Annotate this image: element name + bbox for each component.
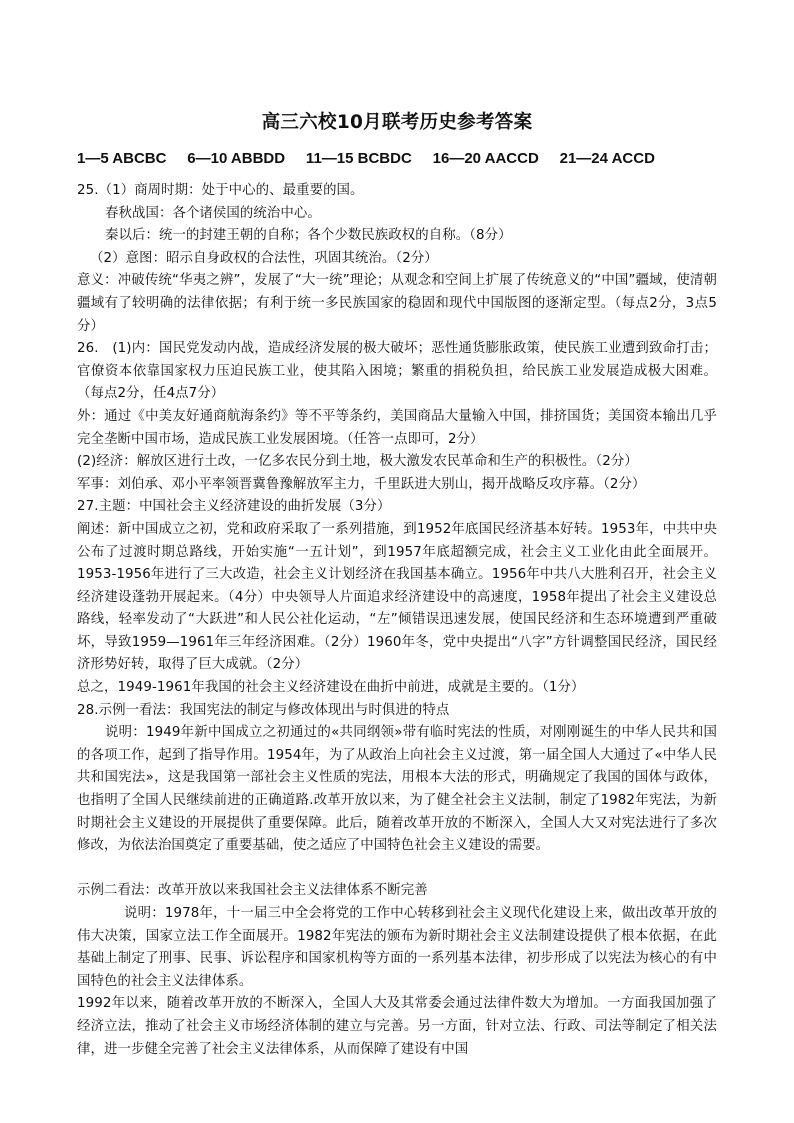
answer-body — [77, 180, 717, 1061]
multiple-choice-answers: 1—5 ABCBC 6—10 ABBDD 11—15 BCBDC 16—20 AACCD 21—24 ACCD — [77, 150, 655, 167]
q28-example2-explanation: 说明：1978年，十一届三中全会将党的工作中心转移到社会主义现代化建设上来，做出改革开放的伟大决策，国家立法工作全面展开。1982年宪法的颁布为新时期社会主义法制建设提供了根本依据，在此基础上制定了刑事、民事、诉讼程序和国家机构等方面的一系列基本法律，初步形成了以宪法为核心的有中国特色的社会主义法律体系。 — [77, 906, 717, 989]
q25-part2-significance: 意义：冲破传统“华夷之辨”，发展了“大一统”理论；从观念和空间上扩展了传统意义的“中国”疆域，使清朝疆域有了较明确的法律依据；有利于统一多民族国家的稳固和现代中国版图的逐渐定型。（每点2分，3点5分） — [77, 273, 717, 334]
q26-part1-external: 外：通过《中美友好通商航海条约》等不平等条约，美国商品大量输入中国，排挤国货；美国资本输出几乎完全垄断中国市场，造成民族工业发展困境。（任答一点即可，2分） — [77, 408, 717, 447]
q28-example1-view: 28.示例一看法：我国宪法的制定与修改体现出与时俱进的特点 — [77, 702, 450, 718]
q26-part2-military: 军事：刘伯承、邓小平率领晋冀鲁豫解放军主力，千里跃进大别山，揭开战略反攻序幕。（2分） — [77, 476, 646, 492]
q27-conclusion: 总之，1949-1961年我国的社会主义经济建设在曲折中前进，成就是主要的。（1分） — [77, 680, 585, 696]
q25-part1-chunqiu: 春秋战国：各个诸侯国的统治中心。 — [105, 205, 321, 221]
q25-part2-intent: （2）意图：昭示自身政权的合法性，巩固其统治。（2分） — [90, 250, 438, 266]
q28-example1-explanation: 说明：1949年新中国成立之初通过的«共同纲领»带有临时宪法的性质，对刚刚诞生的中华人民共和国的各项工作，起到了指导作用。1954年，为了从政治上向社会主义过渡，第一届全国人大通过了«中华人民共和国宪法»，这是我国第一部社会主义性质的宪法，用根本大法的形式，明确规定了我国的国体与政体，也指明了全国人民继续前进的正确道路.改革开放以来，为了健全社会主义法制，制定了1982年宪法，为新时期社会主义建设的开展提供了重要保障。此后，随着改革开放的不断深入，全国人大又对宪法进行了多次修改，为依法治国奠定了重要基础，使之适应了中国特色社会主义建设的需要。 — [77, 725, 717, 854]
q26-part1-internal: 26. (1)内：国民党发动内战，造成经济发展的极大破坏；恶性通货膨胀政策，使民族工业遭到致命打击；官僚资本依靠国家权力压迫民族工业，使其陷入困境；繁重的捐税负担，给民族工业发展造成极大困难。（每点2分，任4点7分） — [77, 341, 717, 402]
q25-part1-qin: 秦以后：统一的封建王朝的自称；各个少数民族政权的自称。（8分） — [105, 228, 512, 244]
q28-example2-continuation: 1992年以来，随着改革开放的不断深入，全国人大及其常委会通过法律件数大为增加。一方面我国加强了经济立法，推动了社会主义市场经济体制的建立与完善。另一方面，针对立法、行政、司法等制定了相关法律，进一步健全完善了社会主义法律体系，从而保障了建设有中国 — [77, 996, 717, 1057]
blank-line — [77, 858, 717, 881]
q26-part2-economy: (2)经济：解放区进行土改，一亿多农民分到土地，极大激发农民革命和生产的积极性。（2分） — [77, 454, 638, 470]
q27-elaboration: 阐述：新中国成立之初，党和政府采取了一系列措施，到1952年底国民经济基本好转。1953年，中共中央公布了过渡时期总路线，开始实施“一五计划”，到1957年底超额完成，社会主义工业化由此全面展开。1953-1956年进行了三大改造，社会主义计划经济在我国基本确立。1956年中共八大胜利召开，社会主义经济建设蓬勃开展起来。（4分）中央领导人片面追求经济建设中的高速度，1958年提出了社会主义建设总路线，轻率发动了“大跃进”和人民公社化运动，“左”倾错误迅速发展，使国民经济和生态环境遭到严重破坏，导致1959—1961年三年经济困难。（2分）1960年冬，党中央提出“八字”方针调整国民经济，国民经济形势好转，取得了巨大成就。（2分） — [77, 521, 717, 673]
page-title: 高三六校10月联考历史参考答案 — [261, 112, 533, 133]
q25-part1-shang-zhou: 25.（1）商周时期：处于中心的、最重要的国。 — [77, 183, 364, 198]
q27-theme: 27.主题：中国社会主义经济建设的曲折发展（3分） — [77, 499, 391, 515]
q28-example2-view: 示例二看法：改革开放以来我国社会主义法律体系不断完善 — [77, 883, 428, 899]
